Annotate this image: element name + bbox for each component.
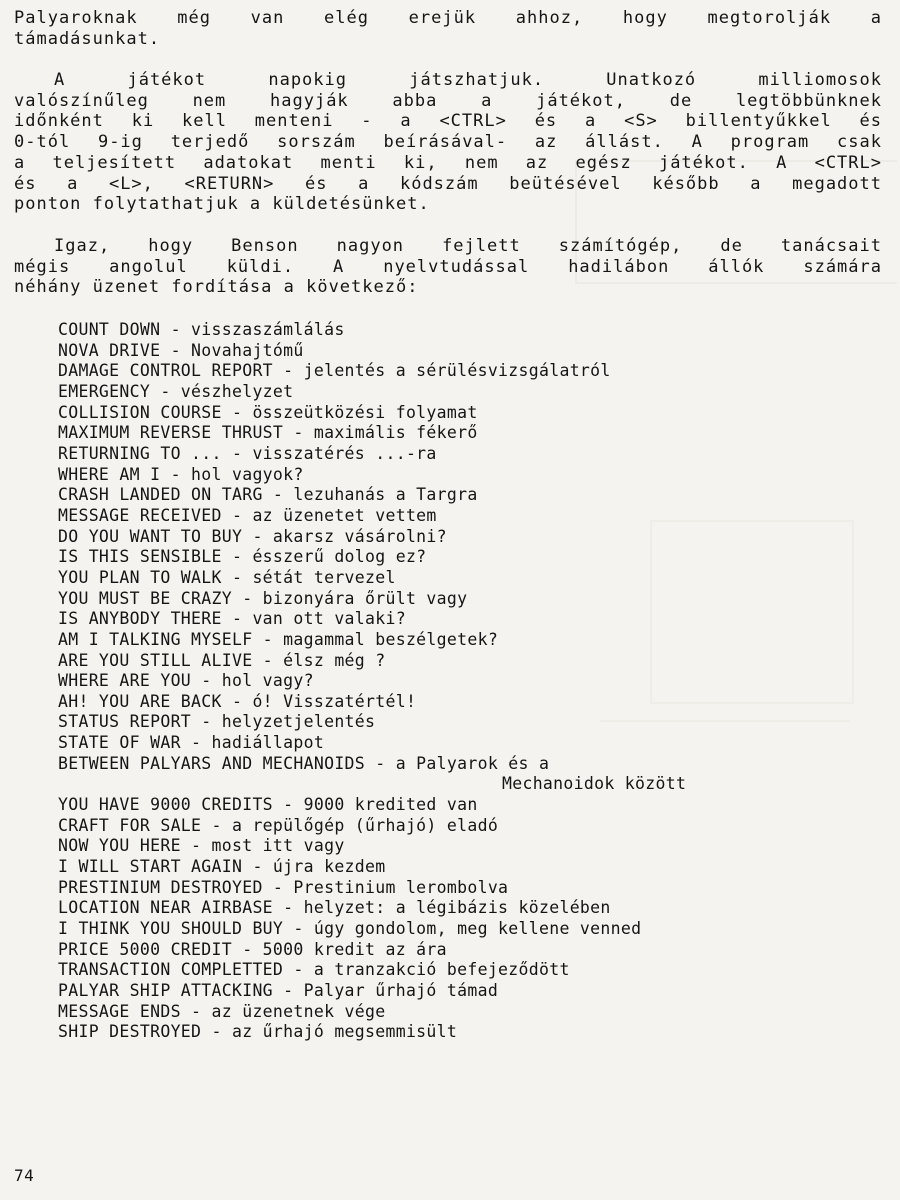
glossary-entry-continuation: Mechanoidok között [502,774,687,794]
glossary-entry: CRAFT FOR SALE - a repülőgép (űrhajó) eladó [58,815,499,835]
glossary-entry: I WILL START AGAIN - újra kezdem [58,857,386,877]
glossary-entry: BETWEEN PALYARS AND MECHANOIDS - a Palyarok és a [58,753,550,773]
glossary-entry: AM I TALKING MYSELF - magammal beszélgetek? [58,629,499,649]
paragraph-counterattack [14,8,882,49]
text-line: a teljesített adatokat menti ki, nem az egész játékot. A <CTRL> [14,152,882,173]
text-line: támadásunkat. [14,28,161,49]
glossary-entry: YOU MUST BE CRAZY - bizonyára őrült vagy [58,588,468,608]
glossary-entry: WHERE ARE YOU - hol vagy? [58,671,314,691]
paragraph-saving-game [14,70,882,215]
glossary-entry: COUNT DOWN - visszaszámlálás [58,320,345,339]
glossary-entry: WHERE AM I - hol vagyok? [58,464,304,484]
glossary-entry: PRICE 5000 CREDIT - 5000 kredit az ára [58,939,447,959]
glossary-entry: CRASH LANDED ON TARG - lezuhanás a Targra [58,485,478,505]
text-line: és a <L>, <RETURN> és a kódszám beütésével később a megadott [14,173,882,194]
glossary-entry: LOCATION NEAR AIRBASE - helyzet: a légibázis közelében [58,898,611,918]
glossary-entry: YOU HAVE 9000 CREDITS - 9000 kredited van [58,795,478,815]
glossary-entry: PALYAR SHIP ATTACKING - Palyar űrhajó támad [58,981,499,1000]
glossary-entry: IS ANYBODY THERE - van ott valaki? [58,609,406,629]
text-line: valószínűleg nem hagyják abba a játékot, de legtöbbünknek [14,90,882,111]
glossary-entry: NOVA DRIVE - Novahajtómű [58,340,304,360]
glossary-entry: YOU PLAN TO WALK - sétát tervezel [58,567,396,587]
text-line: időnként ki kell menteni - a <CTRL> és a <S> billentyűkkel és [14,111,882,132]
glossary-entry: EMERGENCY - vészhelyzet [58,381,294,401]
glossary-entry: STATE OF WAR - hadiállapot [58,733,325,753]
text-line: Palyaroknak még van elég erejük ahhoz, hogy megtorolják a [14,8,882,28]
glossary-entry: MAXIMUM REVERSE THRUST - maximális fékerő [58,423,478,443]
glossary-entry: COLLISION COURSE - összeütközési folyamat [58,402,478,422]
glossary-entry: STATUS REPORT - helyzetjelentés [58,712,376,732]
glossary-entry: PRESTINIUM DESTROYED - Prestinium lerombolva [58,877,509,897]
text-line: Igaz, hogy Benson nagyon fejlett számítógép, de tanácsait [54,236,882,256]
glossary-entry: ARE YOU STILL ALIVE - élsz még ? [58,650,386,670]
glossary-entry: NOW YOU HERE - most itt vagy [58,836,345,856]
glossary-entry: MESSAGE RECEIVED - az üzenetet vettem [58,505,437,525]
glossary-entry: RETURNING TO ... - visszatérés ...-ra [58,443,437,463]
glossary-entry: IS THIS SENSIBLE - ésszerű dolog ez? [58,547,427,567]
glossary-entry: SHIP DESTROYED - az űrhajó megsemmisült [58,1022,458,1042]
glossary-entry: TRANSACTION COMPLETTED - a tranzakció befejeződött [58,960,570,980]
glossary-entry: I THINK YOU SHOULD BUY - úgy gondolom, meg kellene venned [58,919,642,939]
text-line: 0-tól 9-ig terjedő sorszám beírásával- az állást. A program csak [14,132,882,153]
glossary-entry: MESSAGE ENDS - az üzenetnek vége [58,1001,386,1021]
glossary-entry: AH! YOU ARE BACK - ó! Visszatértél! [58,691,417,711]
paragraph-benson [14,236,882,298]
glossary-entry: DO YOU WANT TO BUY - akarsz vásárolni? [58,526,447,546]
message-glossary [58,320,888,1043]
text-line: néhány üzenet fordítása a következő: [14,277,419,298]
text-line: mégis angolul küldi. A nyelvtudással hadilábon állók számára [14,256,882,277]
page-number: 74 [14,1166,35,1185]
text-line: A játékot napokig játszhatjuk. Unatkozó milliomosok [54,70,882,90]
glossary-entry: DAMAGE CONTROL REPORT - jelentés a sérülésvizsgálatról [58,361,611,381]
text-line: ponton folytathatjuk a küldetésünket. [14,194,430,215]
